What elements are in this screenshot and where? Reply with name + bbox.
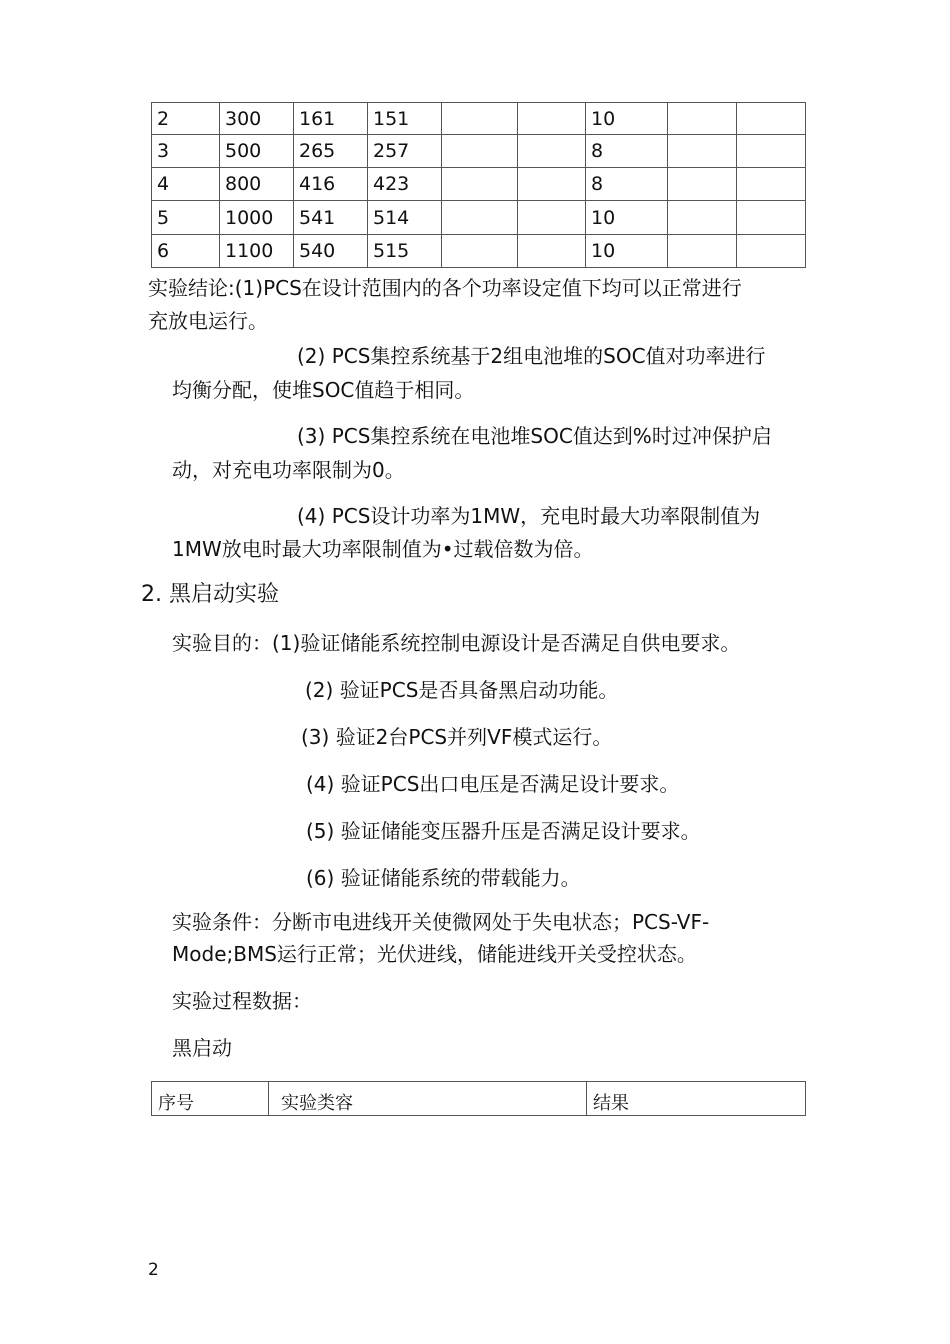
table-row [152,168,806,201]
table-cell [518,168,586,201]
conclusion-4-line-1: (4) PCS设计功率为1MW，充电时最大功率限制值为 [297,504,761,528]
conditions-line-1: 实验条件：分断市电进线开关使微网处于失电状态；PCS-VF- [172,910,710,934]
table-cell: 540 [294,235,368,268]
table-row [152,135,806,168]
purpose-2: (2) 验证PCS是否具备黑启动功能。 [305,678,619,702]
table-cell [518,201,586,235]
table-cell: 300 [220,103,294,135]
table-cell [668,201,737,235]
header-cell-content: 实验类容 [269,1082,587,1116]
purpose-1: 实验目的：(1)验证储能系统控制电源设计是否满足自供电要求。 [172,631,741,655]
table-cell [668,168,737,201]
table-cell: 416 [294,168,368,201]
conclusion-line-1: 实验结论:(1)PCS在设计范围内的各个功率设定值下均可以正常进行 [148,276,742,300]
table-cell [518,235,586,268]
table-cell [737,168,806,201]
table-cell [442,103,518,135]
table-cell: 10 [586,201,668,235]
table-cell: 3 [152,135,220,168]
table-cell [737,135,806,168]
process-data-label: 实验过程数据： [172,989,312,1013]
table-row [152,103,806,135]
table-cell [737,235,806,268]
table-cell [442,235,518,268]
table-cell: 257 [368,135,442,168]
table-cell: 423 [368,168,442,201]
table-cell: 500 [220,135,294,168]
table-cell: 515 [368,235,442,268]
table-cell: 1100 [220,235,294,268]
table-cell: 4 [152,168,220,201]
table-row [152,201,806,235]
header-cell-result: 结果 [587,1082,806,1116]
table-cell: 151 [368,103,442,135]
table-cell: 514 [368,201,442,235]
table-cell [668,103,737,135]
page-number: 2 [148,1260,159,1280]
purpose-3: (3) 验证2台PCS并列VF模式运行。 [301,725,613,749]
table-cell: 1000 [220,201,294,235]
table-cell: 8 [586,135,668,168]
section-heading: 2. 黑启动实验 [141,582,279,607]
conclusion-3-line-1: (3) PCS集控系统在电池堆SOC值达到%时过冲保护启 [297,424,772,448]
power-test-table [151,102,806,268]
table-cell: 10 [586,235,668,268]
table-cell: 265 [294,135,368,168]
conclusion-line-2: 充放电运行。 [148,309,268,333]
table-cell: 10 [586,103,668,135]
conclusion-2-line-2: 均衡分配，使堆SOC值趋于相同。 [172,378,475,402]
table-cell [737,201,806,235]
conclusion-2-line-1: (2) PCS集控系统基于2组电池堆的SOC值对功率进行 [297,344,766,368]
table-cell [442,201,518,235]
blackstart-subtitle: 黑启动 [172,1036,232,1060]
table-cell [518,103,586,135]
table-cell: 8 [586,168,668,201]
table-cell: 6 [152,235,220,268]
table-cell [737,103,806,135]
table-cell: 5 [152,201,220,235]
table-cell [442,168,518,201]
table-cell [668,235,737,268]
purpose-6: (6) 验证储能系统的带载能力。 [306,866,581,890]
conclusion-4-line-2: 1MW放电时最大功率限制值为•过载倍数为倍。 [172,537,594,561]
table-cell: 541 [294,201,368,235]
table-cell [442,135,518,168]
purpose-4: (4) 验证PCS出口电压是否满足设计要求。 [306,772,680,796]
purpose-5: (5) 验证储能变压器升压是否满足设计要求。 [306,819,701,843]
table-cell [668,135,737,168]
conditions-line-2: Mode;BMS运行正常；光伏进线，储能进线开关受控状态。 [172,942,697,966]
table-cell: 2 [152,103,220,135]
header-cell-index: 序号 [152,1082,269,1116]
conclusion-3-line-2: 动，对充电功率限制为0。 [172,458,405,482]
table-cell: 161 [294,103,368,135]
blackstart-table [151,1081,806,1116]
table-row [152,235,806,268]
table-cell [518,135,586,168]
table-cell: 800 [220,168,294,201]
